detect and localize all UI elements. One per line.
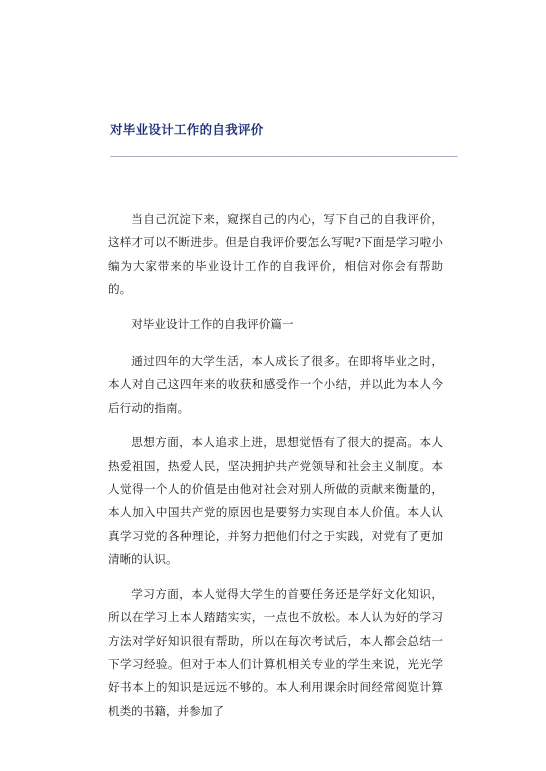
body-paragraph: 学习方面，本人觉得大学生的首要任务还是学好文化知识，所以在学习上本人踏踏实实，一点也不放松。本人认为好的学习方法对学好知识很有帮助，所以在每次考试后，本人都会总结一下学习经验。但对于本人们计算机相关专业的学生来说，光光学好书本上的知识是远远不够的。本人利用课余时间经常阅览计算机类的书籍，并参加了 [108, 586, 443, 718]
document-title: 对毕业设计工作的自我评价 [110, 122, 264, 137]
title-underline: ________________________________________________________________ [110, 146, 457, 157]
document-body [108, 208, 443, 734]
section-heading: 对毕业设计工作的自我评价篇一 [131, 316, 294, 331]
body-paragraph: 通过四年的大学生活，本人成长了很多。在即将毕业之时，本人对自己这四年来的收获和感受作一个小结，并以此为本人今后行动的指南。 [108, 354, 443, 415]
body-paragraph: 思想方面，本人追求上进，思想觉悟有了很大的提高。本人热爱祖国，热爱人民，坚决拥护共产党领导和社会主义制度。本人觉得一个人的价值是由他对社会对别人所做的贡献来衡量的，本人加入中国共产党的原因也是要努力实现自本人价值。本人认真学习党的各种理论，并努力把他们付之于实践，对党有了更加清晰的认识。 [108, 435, 443, 567]
intro-paragraph: 当自己沉淀下来，窥探自己的内心，写下自己的自我评价，这样才可以不断进步。但是自我评价要怎么写呢?下面是学习啦小编为大家带来的毕业设计工作的自我评价，相信对你会有帮助的。 [108, 212, 443, 297]
